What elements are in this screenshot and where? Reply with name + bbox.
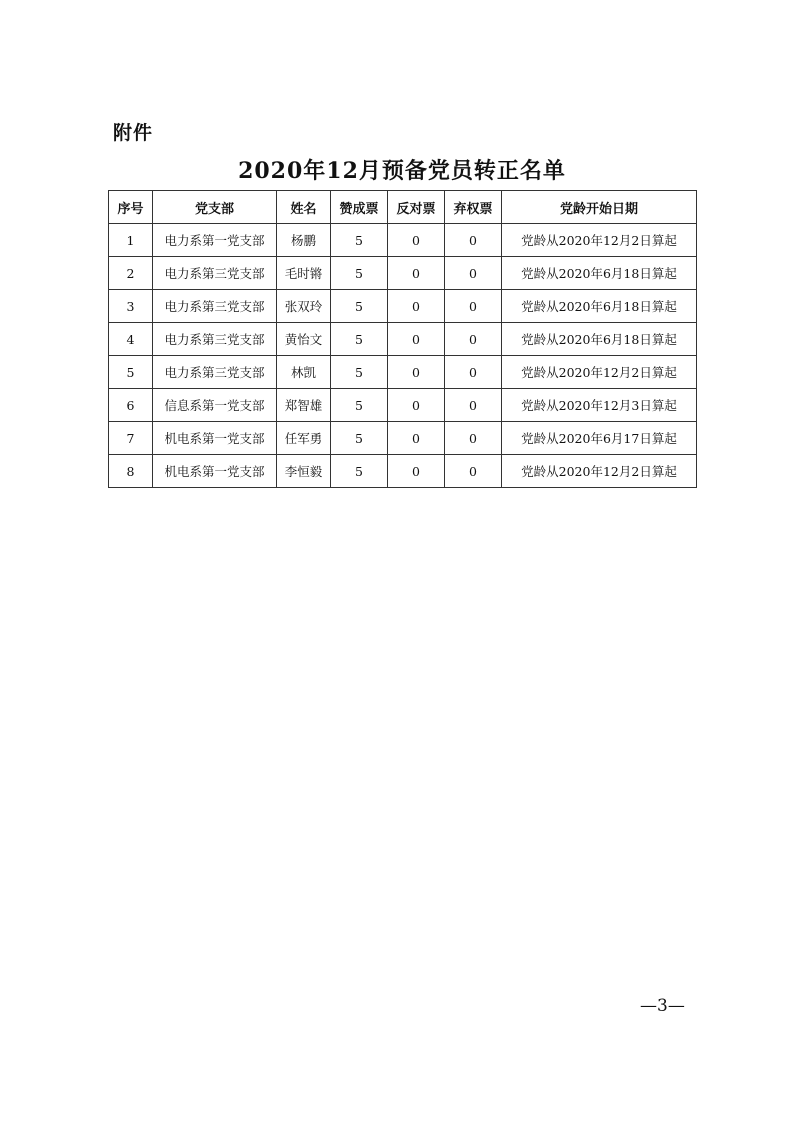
cell-branch: 电力系第三党支部 <box>153 290 277 323</box>
cell-start-date: 党龄从2020年12月2日算起 <box>502 356 697 389</box>
cell-abstain: 0 <box>445 224 502 257</box>
cell-votes-for: 5 <box>331 257 388 290</box>
cell-votes-for: 5 <box>331 290 388 323</box>
cell-votes-against: 0 <box>388 356 445 389</box>
cell-votes-against: 0 <box>388 224 445 257</box>
cell-name: 林凯 <box>277 356 331 389</box>
header-index: 序号 <box>109 191 153 224</box>
cell-votes-against: 0 <box>388 422 445 455</box>
document-title: 2020年12月预备党员转正名单 <box>238 158 566 184</box>
member-table <box>108 190 697 488</box>
cell-index: 3 <box>109 290 153 323</box>
cell-name: 李恒毅 <box>277 455 331 488</box>
cell-votes-for: 5 <box>331 422 388 455</box>
cell-votes-for: 5 <box>331 356 388 389</box>
cell-votes-against: 0 <box>388 455 445 488</box>
cell-name: 郑智雄 <box>277 389 331 422</box>
cell-start-date: 党龄从2020年12月2日算起 <box>502 455 697 488</box>
header-start-date: 党龄开始日期 <box>502 191 697 224</box>
cell-index: 4 <box>109 323 153 356</box>
page-number: —3— <box>640 996 685 1016</box>
cell-branch: 机电系第一党支部 <box>153 422 277 455</box>
cell-abstain: 0 <box>445 422 502 455</box>
cell-name: 毛时锵 <box>277 257 331 290</box>
header-branch: 党支部 <box>153 191 277 224</box>
cell-name: 任军勇 <box>277 422 331 455</box>
cell-start-date: 党龄从2020年6月17日算起 <box>502 422 697 455</box>
cell-abstain: 0 <box>445 323 502 356</box>
table-row <box>109 224 697 257</box>
cell-name: 黄怡文 <box>277 323 331 356</box>
cell-votes-against: 0 <box>388 290 445 323</box>
table-row <box>109 389 697 422</box>
cell-index: 8 <box>109 455 153 488</box>
cell-index: 5 <box>109 356 153 389</box>
cell-start-date: 党龄从2020年12月3日算起 <box>502 389 697 422</box>
cell-abstain: 0 <box>445 455 502 488</box>
header-votes-for: 赞成票 <box>331 191 388 224</box>
cell-votes-against: 0 <box>388 389 445 422</box>
cell-index: 2 <box>109 257 153 290</box>
cell-votes-for: 5 <box>331 389 388 422</box>
cell-votes-against: 0 <box>388 323 445 356</box>
header-name: 姓名 <box>277 191 331 224</box>
attachment-label: 附件 <box>113 122 154 144</box>
cell-votes-against: 0 <box>388 257 445 290</box>
cell-index: 6 <box>109 389 153 422</box>
cell-branch: 电力系第三党支部 <box>153 257 277 290</box>
header-votes-against: 反对票 <box>388 191 445 224</box>
cell-abstain: 0 <box>445 257 502 290</box>
table-row <box>109 455 697 488</box>
cell-branch: 电力系第三党支部 <box>153 323 277 356</box>
header-abstain: 弃权票 <box>445 191 502 224</box>
table-row <box>109 257 697 290</box>
cell-votes-for: 5 <box>331 323 388 356</box>
cell-index: 1 <box>109 224 153 257</box>
cell-abstain: 0 <box>445 356 502 389</box>
cell-start-date: 党龄从2020年6月18日算起 <box>502 257 697 290</box>
cell-name: 杨鹏 <box>277 224 331 257</box>
table-header-row <box>109 191 697 224</box>
cell-branch: 信息系第一党支部 <box>153 389 277 422</box>
cell-start-date: 党龄从2020年6月18日算起 <box>502 323 697 356</box>
cell-votes-for: 5 <box>331 455 388 488</box>
cell-branch: 机电系第一党支部 <box>153 455 277 488</box>
cell-index: 7 <box>109 422 153 455</box>
table-row <box>109 323 697 356</box>
table-row <box>109 290 697 323</box>
cell-start-date: 党龄从2020年12月2日算起 <box>502 224 697 257</box>
cell-abstain: 0 <box>445 389 502 422</box>
cell-name: 张双玲 <box>277 290 331 323</box>
table-row <box>109 356 697 389</box>
cell-branch: 电力系第一党支部 <box>153 224 277 257</box>
cell-abstain: 0 <box>445 290 502 323</box>
cell-start-date: 党龄从2020年6月18日算起 <box>502 290 697 323</box>
table-row <box>109 422 697 455</box>
cell-votes-for: 5 <box>331 224 388 257</box>
cell-branch: 电力系第三党支部 <box>153 356 277 389</box>
